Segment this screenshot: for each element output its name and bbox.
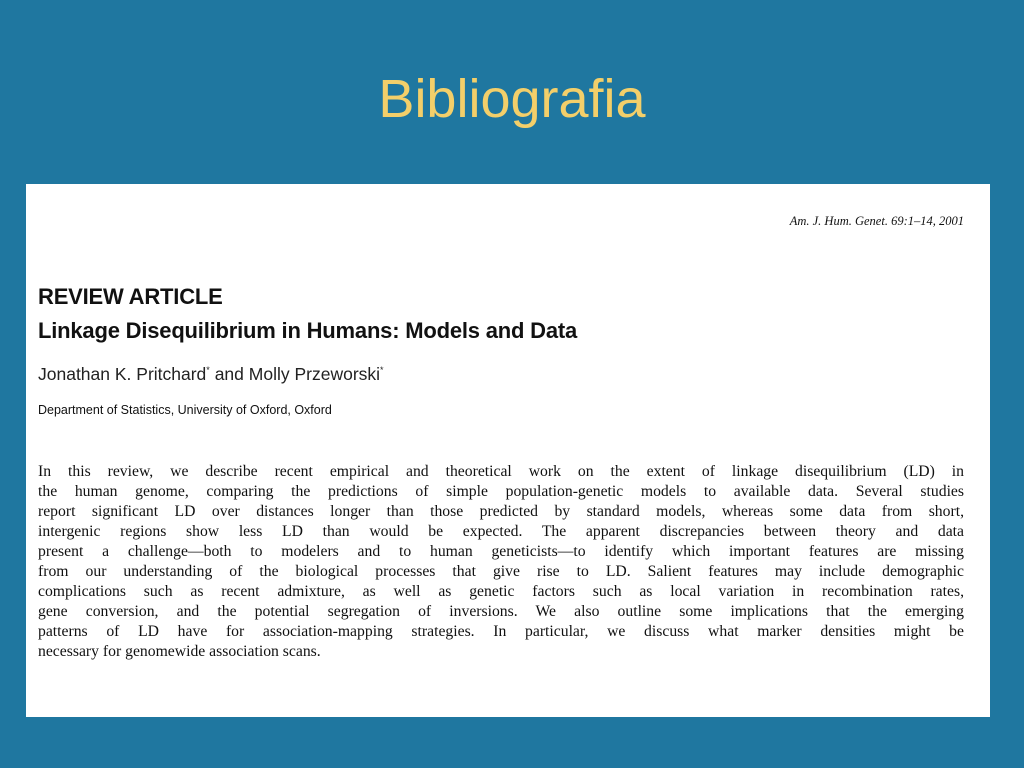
author-conjunction: and — [214, 364, 244, 384]
affiliation: Department of Statistics, University of Oxford, Oxford — [38, 403, 332, 417]
abstract-line: In this review, we describe recent empirical and theoretical work on the extent of linkage disequilibrium (LD) in — [38, 463, 964, 480]
paper-excerpt-image — [26, 184, 990, 717]
abstract-line: intergenic regions show less LD than would be expected. The apparent discrepancies between theory and data — [38, 523, 964, 540]
abstract-line: the human genome, comparing the predictions of simple population-genetic models to available data. Several studies — [38, 483, 964, 500]
journal-citation: Am. J. Hum. Genet. 69:1–14, 2001 — [789, 214, 964, 228]
author-name: Molly Przeworski — [248, 364, 381, 384]
author-name: Jonathan K. Pritchard — [38, 364, 207, 384]
abstract-line: present a challenge—both to modelers and to human geneticists—to identify which important features are missing — [38, 543, 964, 560]
authors-line — [38, 364, 384, 385]
abstract-line: from our understanding of the biological processes that give rise to LD. Salient features may include demographic — [38, 563, 964, 580]
abstract-line: patterns of LD have for association-mapping strategies. In particular, we discuss what marker densities might be — [38, 623, 964, 640]
abstract-line: complications such as recent admixture, as well as genetic factors such as local variation in recombination rates, — [38, 583, 964, 600]
slide-title: Bibliografia — [378, 69, 646, 129]
abstract-line: gene conversion, and the potential segregation of inversions. We also outline some implications that the emerging — [38, 603, 964, 620]
author-footnote-mark: * — [206, 365, 210, 376]
abstract — [38, 462, 964, 662]
abstract-line: report significant LD over distances longer than those predicted by standard models, whereas some data from short, — [38, 503, 964, 520]
abstract-line: necessary for genomewide association scans. — [38, 643, 321, 660]
article-type-heading: REVIEW ARTICLE — [38, 284, 223, 309]
article-title: Linkage Disequilibrium in Humans: Models and Data — [38, 318, 578, 343]
author-footnote-mark: * — [380, 365, 384, 376]
